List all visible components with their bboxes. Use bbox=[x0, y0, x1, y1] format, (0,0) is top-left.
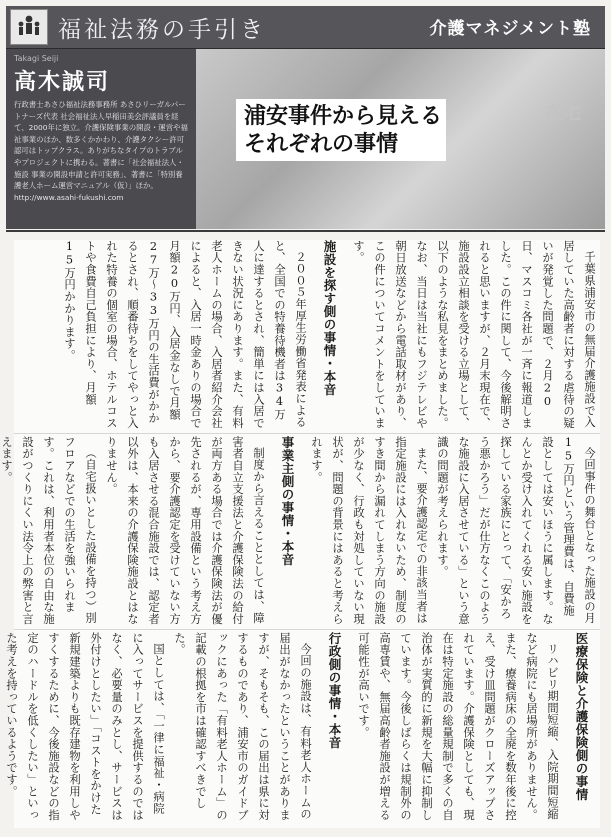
title-line-2: それぞれの事情 bbox=[244, 132, 399, 157]
body-tier-2 bbox=[0, 436, 600, 626]
paragraph: また、要介護認定での非該当者は指定施設には入れないため、制度のすき間から漏れてしまう方向の施設が少なく、行政も対処していない現状が、問題の背景にはあると考えられます。 bbox=[310, 436, 428, 625]
paragraph: 今回の施設は、有料老人ホームの届出がなかったということがありますが、そもそも、この届出は県に対するものであり、浦安市のガイドブックにあった「有料老人ホーム」の記載の根拠を市は確認すべきでした。 bbox=[173, 632, 312, 821]
header-photo bbox=[196, 49, 605, 229]
paragraph: 制度から言えることとしては、障害者自立支援法と介護保険法の給付が両方ある場合では介護保険法が優先されるが、専用設備という考え方から、要介護認定を受けていない方も入居させる混合施設では、認定者以外は、本来の介護保険施設とはなりません。 bbox=[105, 436, 265, 625]
series-title: 福祉法務の手引き bbox=[58, 16, 266, 43]
author-name: 高木誠司 bbox=[14, 70, 111, 95]
tier-divider bbox=[14, 433, 600, 434]
author-romaji: Takagi Seiji bbox=[14, 54, 59, 63]
paragraph: リハビリ期間短縮、入院期間短縮など病院にも居場所がありません。また、療養病床の全廃を数年後に控え、受け皿問題がクローズアップされています。介護保険としても、現在は特定施設の総量規制で多くの自治体が実質的に新規を大幅に抑制しています。今後しばらくは規制外の高専賃や、無届高齢者施設が増える可能性が高いです。 bbox=[357, 632, 559, 821]
paragraph: （自宅扱いとした設備を持つ）別フロアなどでの生活を強いられます。これは、利用者本位の自由な施設がつくりにくい法令上の弊害と言えます。 bbox=[0, 436, 97, 625]
tier-divider bbox=[14, 629, 600, 630]
author-panel bbox=[6, 49, 197, 229]
title-line-1: 浦安事件から見える bbox=[244, 104, 443, 129]
paragraph: 国としては、「一律に福祉・病院に入ってサービスを提供するのではなく、必要量のみとし、サービスは外付けとしたい」「コストをかけた新規建築よりも既存建物を利用しやすくするために、今後施設などの指定のハードルを低くしたい」といった考えを持っているようです。 bbox=[5, 632, 165, 821]
body-tier-3 bbox=[5, 632, 600, 824]
family-logo-icon bbox=[10, 9, 48, 45]
header-banner bbox=[6, 6, 605, 50]
brand-label: 介護マネジメント塾 bbox=[429, 19, 591, 39]
section-heading: 行政側の事情・本音 bbox=[327, 632, 342, 749]
paragraph: 今回事件の舞台となった施設の月15万円という管理費は、自費施設としては安いほうに属します。なんとか受け入れてくれる安い施設を探している家族にとって、「安かろう悪かろう」だが仕方なくこのような施設に入居させている」という意識の問題が考えられます。 bbox=[436, 436, 596, 625]
author-bio: 行政書士あさひ福祉法務事務所 あさひリーガルパートナーズ代表 社会福祉法人早稲田美会評議員を経て、2000年に独立。介護保険事業の開設・運営や福祉事業のほか、数多くかかわり、介護タクシー許可認可はトップクラス。ありがちなタイプのトラブルやプロジェクトに携わる。著書に「社会福祉法人・施設 事業の開設申請と許可実務」、著書に「特別養護老人ホーム運営マニュアル（仮）」ほか。http://www.asahi-fukushi.com bbox=[14, 100, 188, 202]
photo-caption-fragment: 在宅 bbox=[545, 103, 581, 124]
paragraph: ２００５年厚生労働省発表によると、全国での特養待機者は34万人に達するとされ、簡単には入居できない状況にあります。また、有料老人ホームの場合、入居者紹介会社によると、入居一時金ありの場合で月額20万円、入居金なしで月額27万～33万円の生活費がかかるとされ、順番待ちをしてやっと入れた特養の個室の場合、ホテルコストや食費自己負担により、月額15万円かかります。 bbox=[63, 240, 307, 429]
article-body bbox=[0, 240, 600, 828]
body-tier-1 bbox=[14, 240, 600, 430]
section-heading: 施設を探す側の事情・本音 bbox=[322, 240, 337, 396]
section-heading: 医療保険と介護保険側の事情 bbox=[574, 632, 589, 801]
section-heading: 事業主側の事情・本音 bbox=[280, 436, 295, 566]
article-title bbox=[236, 99, 446, 161]
paragraph: 千葉県浦安市の無届介護施設で入居していた高齢者に対する虐待の疑いが発覚した問題で、２月20日、マスコミ各社が一斉に報道しました。この件に関して、今後解明されると思いますが、２月末現在で、施設設立相談を受ける立場として、以下のような私見をまとめました。なお、当日は当社にもフジテレビや朝日放送などから電話取材があり、この件についてコメントをしています。 bbox=[352, 240, 596, 429]
header-rule bbox=[6, 230, 605, 232]
